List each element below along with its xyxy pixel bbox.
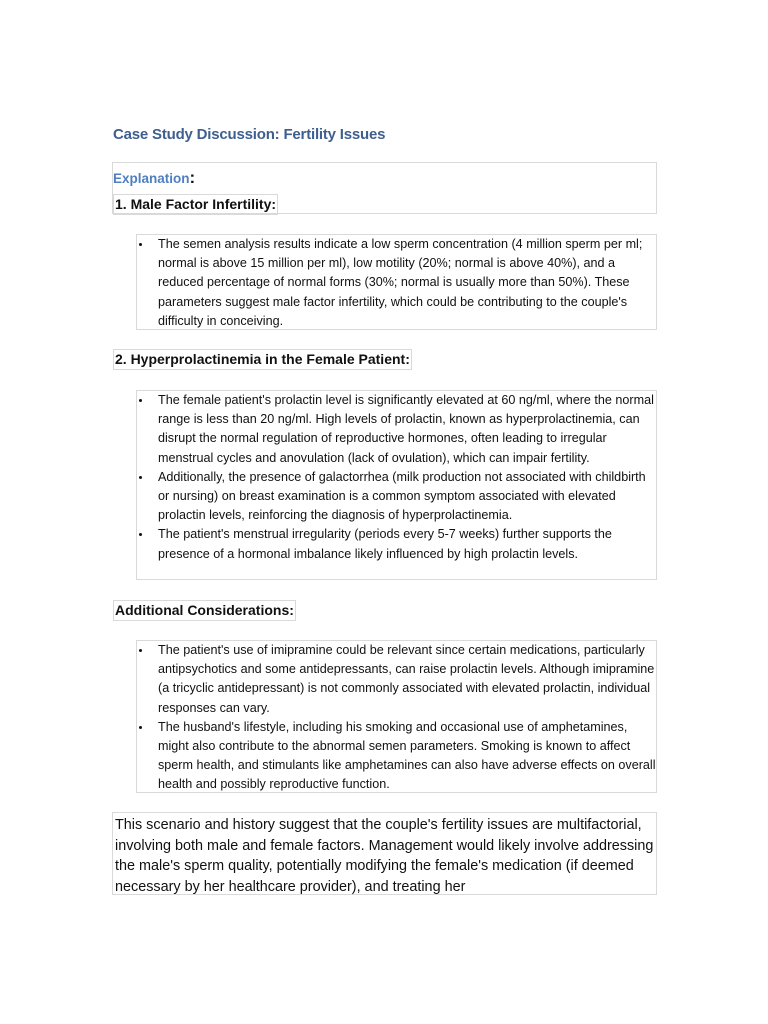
- section-list-hyperprolactinemia: [136, 390, 657, 580]
- section-list-additional-considerations: [136, 640, 657, 793]
- summary-paragraph: This scenario and history suggest that the couple's fertility issues are multifactorial, involving both male and female factors. Management would likely involve addressing the male's sperm quality, potentially modifying the female's medication (if deemed necessary by her healthcare provider), and treating her: [112, 812, 657, 895]
- list-item: The patient's use of imipramine could be relevant since certain medications, particularly antipsychotics and some antidepressants, can raise prolactin levels. Although imipramine (a tricyclic antidepressant) is not commonly associated with elevated prolactin, individual responses can vary.: [158, 641, 656, 718]
- explanation-label-text: Explanation: [113, 171, 190, 186]
- list-item: Additionally, the presence of galactorrhea (milk production not associated with childbirth or nursing) on breast examination is a common symptom associated with elevated prolactin levels, reinforcing the diagnosis of hyperprolactinemia.: [158, 468, 656, 526]
- section-heading-hyperprolactinemia: 2. Hyperprolactinemia in the Female Patient:: [113, 349, 412, 370]
- explanation-label: [113, 168, 195, 188]
- section-list-male-factor: [136, 234, 657, 330]
- document-title: Case Study Discussion: Fertility Issues: [113, 126, 386, 143]
- list-item: The female patient's prolactin level is significantly elevated at 60 ng/ml, where the normal range is less than 20 ng/ml. High levels of prolactin, known as hyperprolactinemia, can disrupt the normal regulation of reproductive hormones, often leading to irregular menstrual cycles and anovulation (lack of ovulation), which can impair fertility.: [158, 391, 656, 468]
- list-item: The husband's lifestyle, including his smoking and occasional use of amphetamines, might also contribute to the abnormal semen parameters. Smoking is known to affect sperm health, and stimulants like amphetamines can also have adverse effects on overall health and possibly reproductive function.: [158, 718, 656, 795]
- section-heading-additional-considerations: Additional Considerations:: [113, 600, 296, 621]
- explanation-colon: :: [189, 168, 196, 187]
- section-heading-male-factor: 1. Male Factor Infertility:: [113, 194, 278, 215]
- list-item: The patient's menstrual irregularity (periods every 5-7 weeks) further supports the presence of a hormonal imbalance likely influenced by high prolactin levels.: [158, 525, 656, 563]
- list-item: The semen analysis results indicate a low sperm concentration (4 million sperm per ml; normal is above 15 million per ml), low motility (20%; normal is above 40%), and a reduced percentage of normal forms (30%; normal is usually more than 50%). These parameters suggest male factor infertility, which could be contributing to the couple's difficulty in conceiving.: [158, 235, 656, 331]
